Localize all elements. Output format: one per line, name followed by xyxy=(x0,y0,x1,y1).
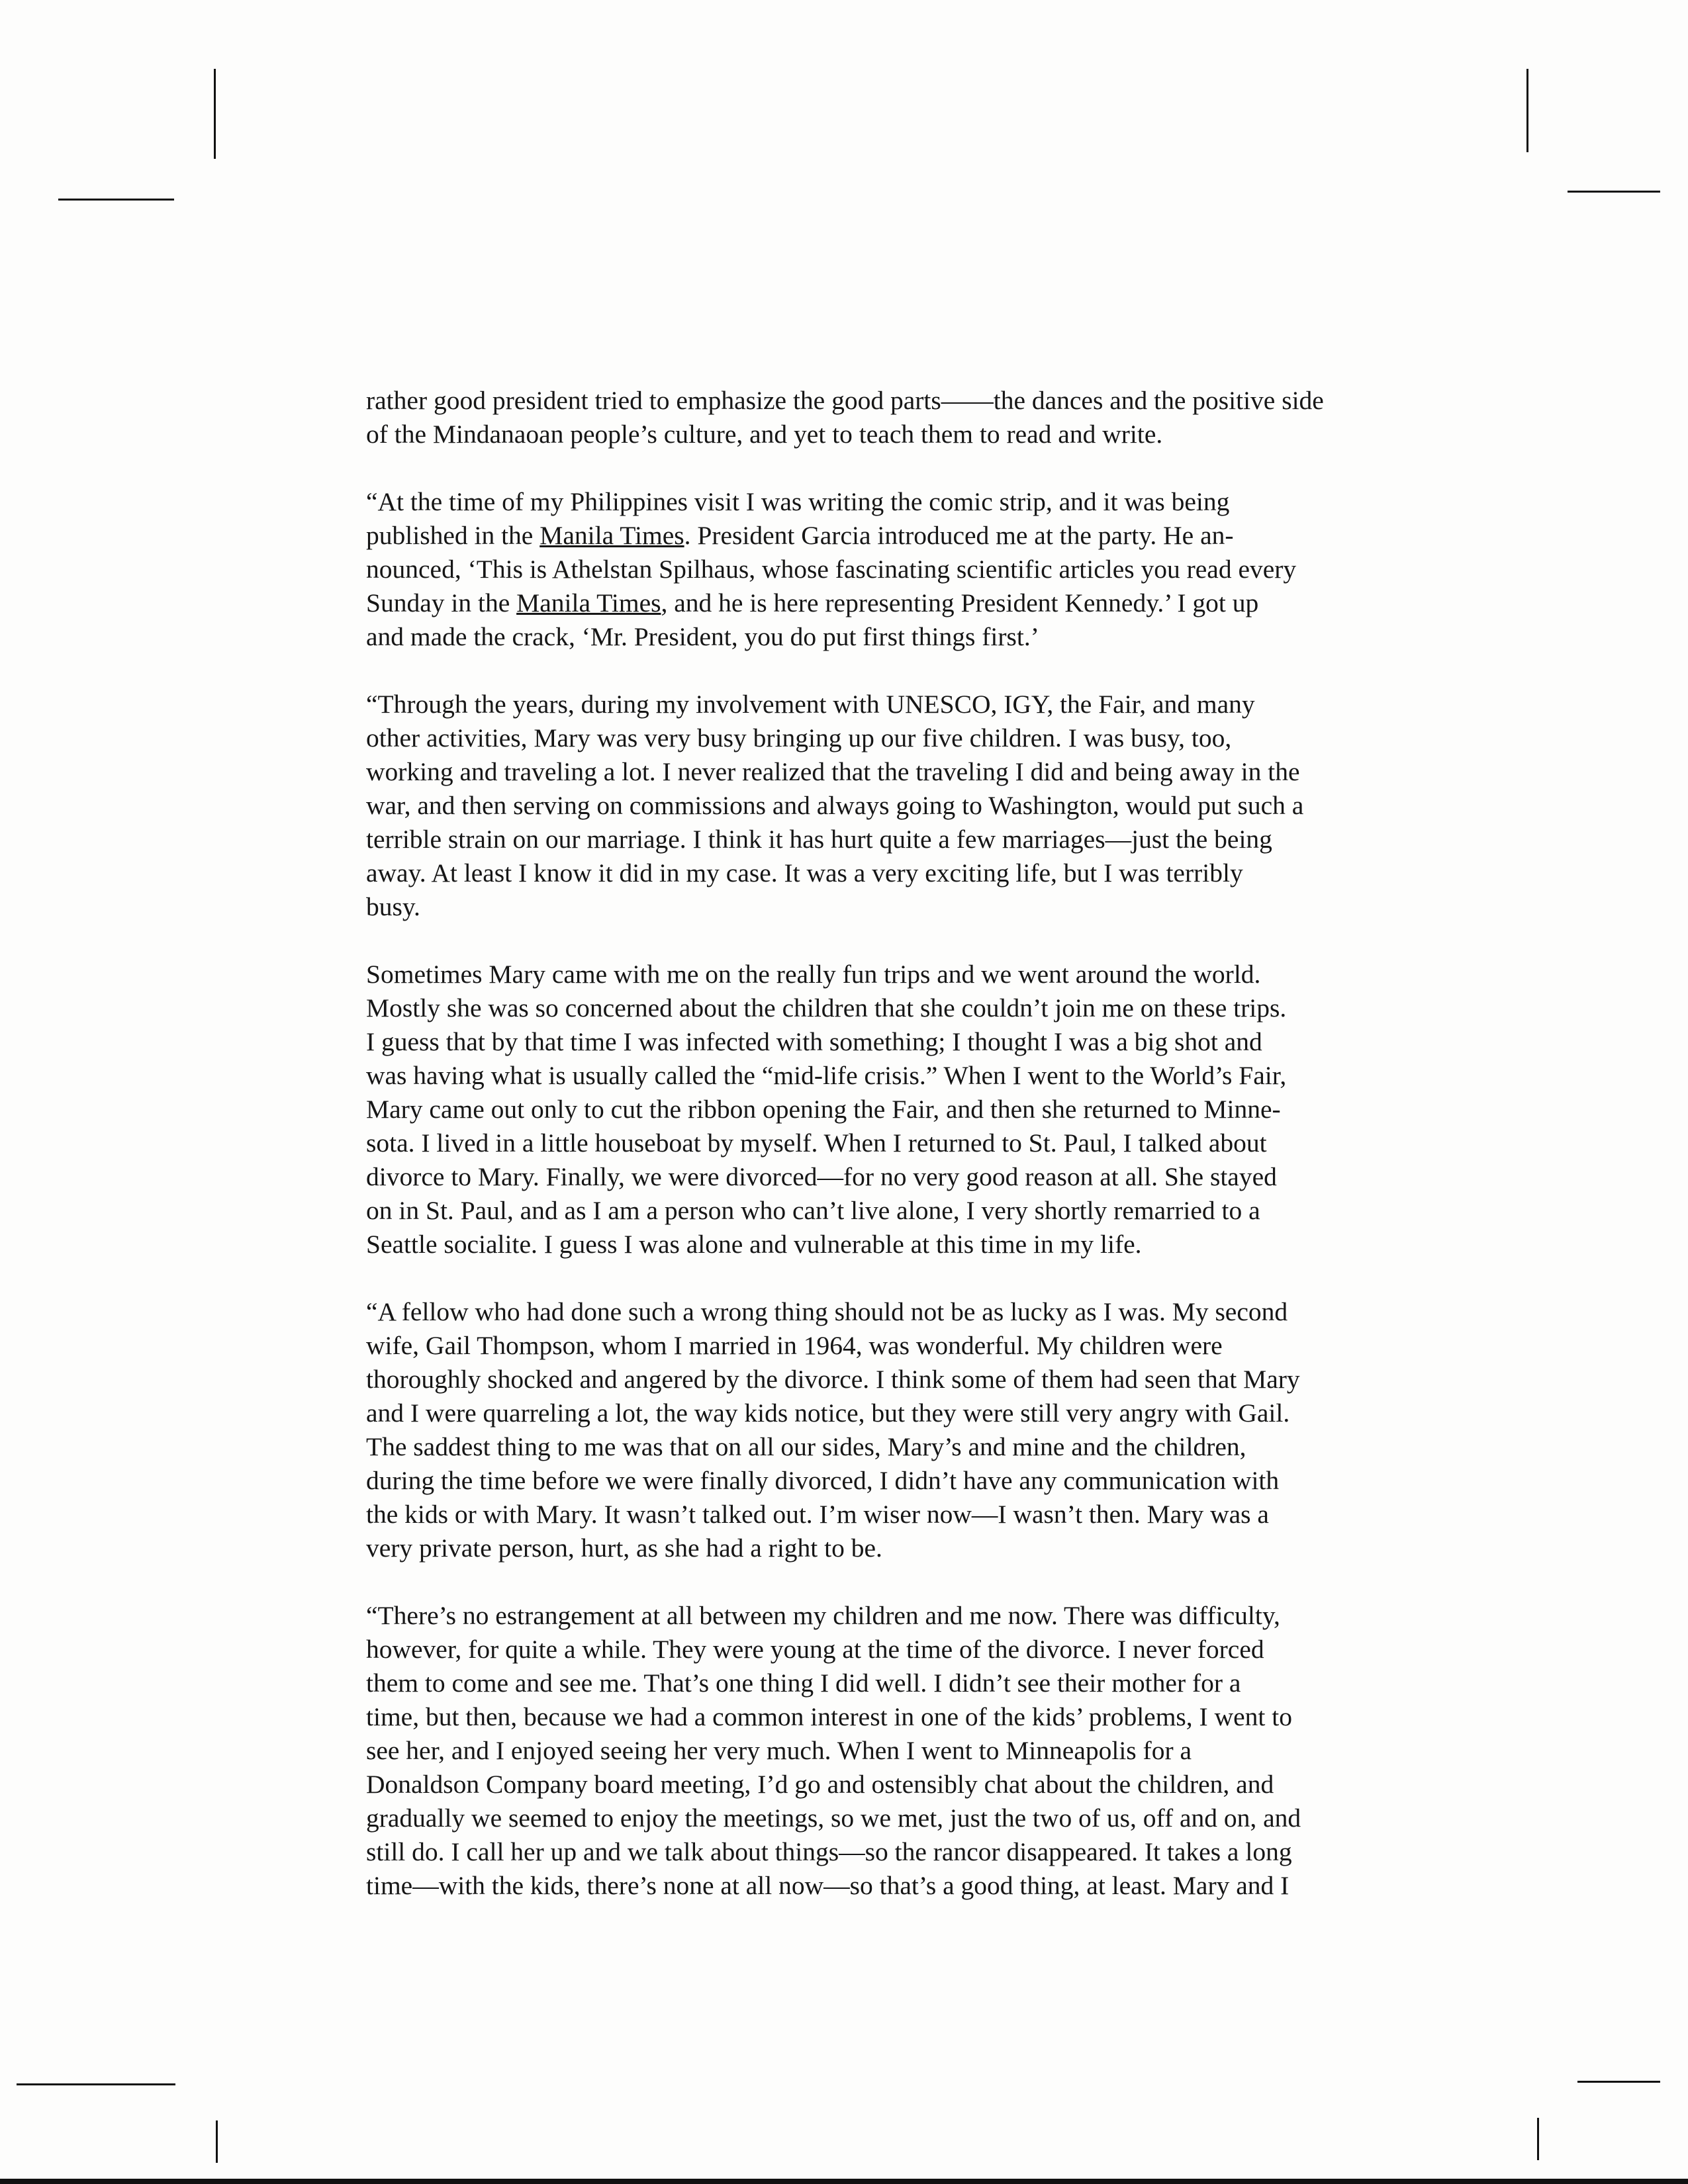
text-segment: time, but then, because we had a common interest in one of the kids’ problems, I went to xyxy=(366,1702,1292,1731)
underlined-title: Manila Times xyxy=(539,521,684,550)
text-line xyxy=(366,991,1405,1025)
text-line xyxy=(366,856,1405,890)
text-segment: busy. xyxy=(366,892,420,921)
text-segment: time—with the kids, there’s none at all now—so that’s a good thing, at least. Mary and I xyxy=(366,1871,1289,1900)
text-segment: I guess that by that time I was infected with something; I thought I was a big shot and xyxy=(366,1027,1262,1056)
crop-mark-bottom-left-vertical xyxy=(216,2120,218,2163)
text-line xyxy=(366,721,1405,755)
text-line xyxy=(366,1430,1405,1464)
text-line xyxy=(366,1093,1405,1126)
text-line xyxy=(366,1228,1405,1261)
text-line xyxy=(366,1666,1405,1700)
text-segment: sota. I lived in a little houseboat by myself. When I returned to St. Paul, I talked about xyxy=(366,1128,1267,1158)
text-line xyxy=(366,1194,1405,1228)
paragraph xyxy=(366,485,1405,654)
text-line xyxy=(366,1396,1405,1430)
text-segment: gradually we seemed to enjoy the meetings, so we met, just the two of us, off and on, and xyxy=(366,1803,1301,1833)
paragraph xyxy=(366,1295,1405,1565)
crop-mark-top-right-horizontal xyxy=(1568,191,1660,193)
text-segment: , and he is here representing President Kennedy.’ I got up xyxy=(661,588,1259,617)
text-line xyxy=(366,519,1405,553)
text-segment: and made the crack, ‘Mr. President, you do put first things first.’ xyxy=(366,622,1039,651)
text-segment: Mary came out only to cut the ribbon opening the Fair, and then she returned to Minne- xyxy=(366,1095,1281,1124)
text-segment: them to come and see me. That’s one thing I did well. I didn’t see their mother for a xyxy=(366,1668,1241,1698)
text-line xyxy=(366,1768,1405,1801)
text-line xyxy=(366,418,1405,451)
text-line xyxy=(366,789,1405,823)
text-line xyxy=(366,1295,1405,1329)
text-line xyxy=(366,958,1405,991)
text-segment: Seattle socialite. I guess I was alone and vulnerable at this time in my life. xyxy=(366,1230,1142,1259)
text-segment: and I were quarreling a lot, the way kids notice, but they were still very angry with Gail. xyxy=(366,1398,1290,1428)
text-segment: the kids or with Mary. It wasn’t talked out. I’m wiser now—I wasn’t then. Mary was a xyxy=(366,1500,1269,1529)
text-line xyxy=(366,1059,1405,1093)
text-segment: Mostly she was so concerned about the children that she couldn’t join me on these trips. xyxy=(366,993,1287,1023)
crop-mark-bottom-right-vertical xyxy=(1537,2118,1539,2160)
text-segment: still do. I call her up and we talk about things—so the rancor disappeared. It takes a long xyxy=(366,1837,1292,1866)
text-segment: The saddest thing to me was that on all our sides, Mary’s and mine and the children, xyxy=(366,1432,1246,1461)
text-segment: “At the time of my Philippines visit I was writing the comic strip, and it was being xyxy=(366,487,1230,516)
text-segment: Donaldson Company board meeting, I’d go and ostensibly chat about the children, and xyxy=(366,1770,1274,1799)
text-line xyxy=(366,620,1405,654)
text-segment: thoroughly shocked and angered by the divorce. I think some of them had seen that Mary xyxy=(366,1365,1300,1394)
text-segment: rather good president tried to emphasize the good parts——the dances and the positive side xyxy=(366,386,1324,415)
text-segment: Sunday in the xyxy=(366,588,517,617)
text-segment: wife, Gail Thompson, whom I married in 1964, was wonderful. My children were xyxy=(366,1331,1223,1360)
text-line xyxy=(366,688,1405,721)
paragraph xyxy=(366,688,1405,924)
text-line xyxy=(366,823,1405,856)
text-line xyxy=(366,586,1405,620)
underlined-title: Manila Times xyxy=(516,588,661,617)
text-segment: terrible strain on our marriage. I think it has hurt quite a few marriages—just the being xyxy=(366,825,1272,854)
text-line xyxy=(366,890,1405,924)
text-segment: very private person, hurt, as she had a right to be. xyxy=(366,1533,882,1563)
text-segment: on in St. Paul, and as I am a person who can’t live alone, I very shortly remarried to a xyxy=(366,1196,1260,1225)
text-segment: nounced, ‘This is Athelstan Spilhaus, whose fascinating scientific articles you read every xyxy=(366,555,1297,584)
crop-mark-bottom-right-horizontal xyxy=(1577,2081,1660,2083)
text-line xyxy=(366,1531,1405,1565)
crop-mark-bottom-left-horizontal xyxy=(17,2083,175,2085)
crop-mark-top-left-horizontal xyxy=(58,199,174,201)
text-segment: away. At least I know it did in my case. It was a very exciting life, but I was terribly xyxy=(366,858,1243,887)
text-line xyxy=(366,1835,1405,1869)
text-segment: Sometimes Mary came with me on the really fun trips and we went around the world. xyxy=(366,960,1261,989)
text-line xyxy=(366,1700,1405,1734)
text-line xyxy=(366,485,1405,519)
crop-mark-top-left-vertical xyxy=(214,69,216,159)
paragraph xyxy=(366,1599,1405,1903)
text-segment: however, for quite a while. They were young at the time of the divorce. I never forced xyxy=(366,1635,1264,1664)
text-line xyxy=(366,1633,1405,1666)
text-line xyxy=(366,1734,1405,1768)
text-segment: “There’s no estrangement at all between my children and me now. There was difficulty, xyxy=(366,1601,1280,1630)
scan-bottom-edge xyxy=(0,2179,1688,2184)
text-line xyxy=(366,1869,1405,1903)
text-segment: “A fellow who had done such a wrong thing should not be as lucky as I was. My second xyxy=(366,1297,1288,1326)
body-text xyxy=(366,384,1405,1936)
text-line xyxy=(366,1126,1405,1160)
text-segment: was having what is usually called the “mid-life crisis.” When I went to the World’s Fair, xyxy=(366,1061,1287,1090)
text-segment: other activities, Mary was very busy bringing up our five children. I was busy, too, xyxy=(366,723,1232,752)
text-line xyxy=(366,1025,1405,1059)
text-segment: . President Garcia introduced me at the party. He an- xyxy=(684,521,1234,550)
text-segment: war, and then serving on commissions and always going to Washington, would put such a xyxy=(366,791,1304,820)
text-line xyxy=(366,384,1405,418)
paragraph xyxy=(366,958,1405,1261)
text-line xyxy=(366,1160,1405,1194)
crop-mark-top-right-vertical xyxy=(1526,69,1528,152)
text-segment: “Through the years, during my involvement with UNESCO, IGY, the Fair, and many xyxy=(366,690,1255,719)
text-line xyxy=(366,755,1405,789)
text-segment: published in the xyxy=(366,521,540,550)
text-segment: of the Mindanaoan people’s culture, and yet to teach them to read and write. xyxy=(366,420,1163,449)
text-line xyxy=(366,553,1405,586)
paragraph xyxy=(366,384,1405,451)
text-line xyxy=(366,1599,1405,1633)
text-segment: see her, and I enjoyed seeing her very much. When I went to Minneapolis for a xyxy=(366,1736,1192,1765)
text-segment: divorce to Mary. Finally, we were divorced—for no very good reason at all. She stayed xyxy=(366,1162,1277,1191)
text-line xyxy=(366,1363,1405,1396)
text-line xyxy=(366,1498,1405,1531)
text-segment: during the time before we were finally divorced, I didn’t have any communication with xyxy=(366,1466,1280,1495)
text-line xyxy=(366,1464,1405,1498)
text-segment: working and traveling a lot. I never realized that the traveling I did and being away in the xyxy=(366,757,1300,786)
text-line xyxy=(366,1801,1405,1835)
text-line xyxy=(366,1329,1405,1363)
